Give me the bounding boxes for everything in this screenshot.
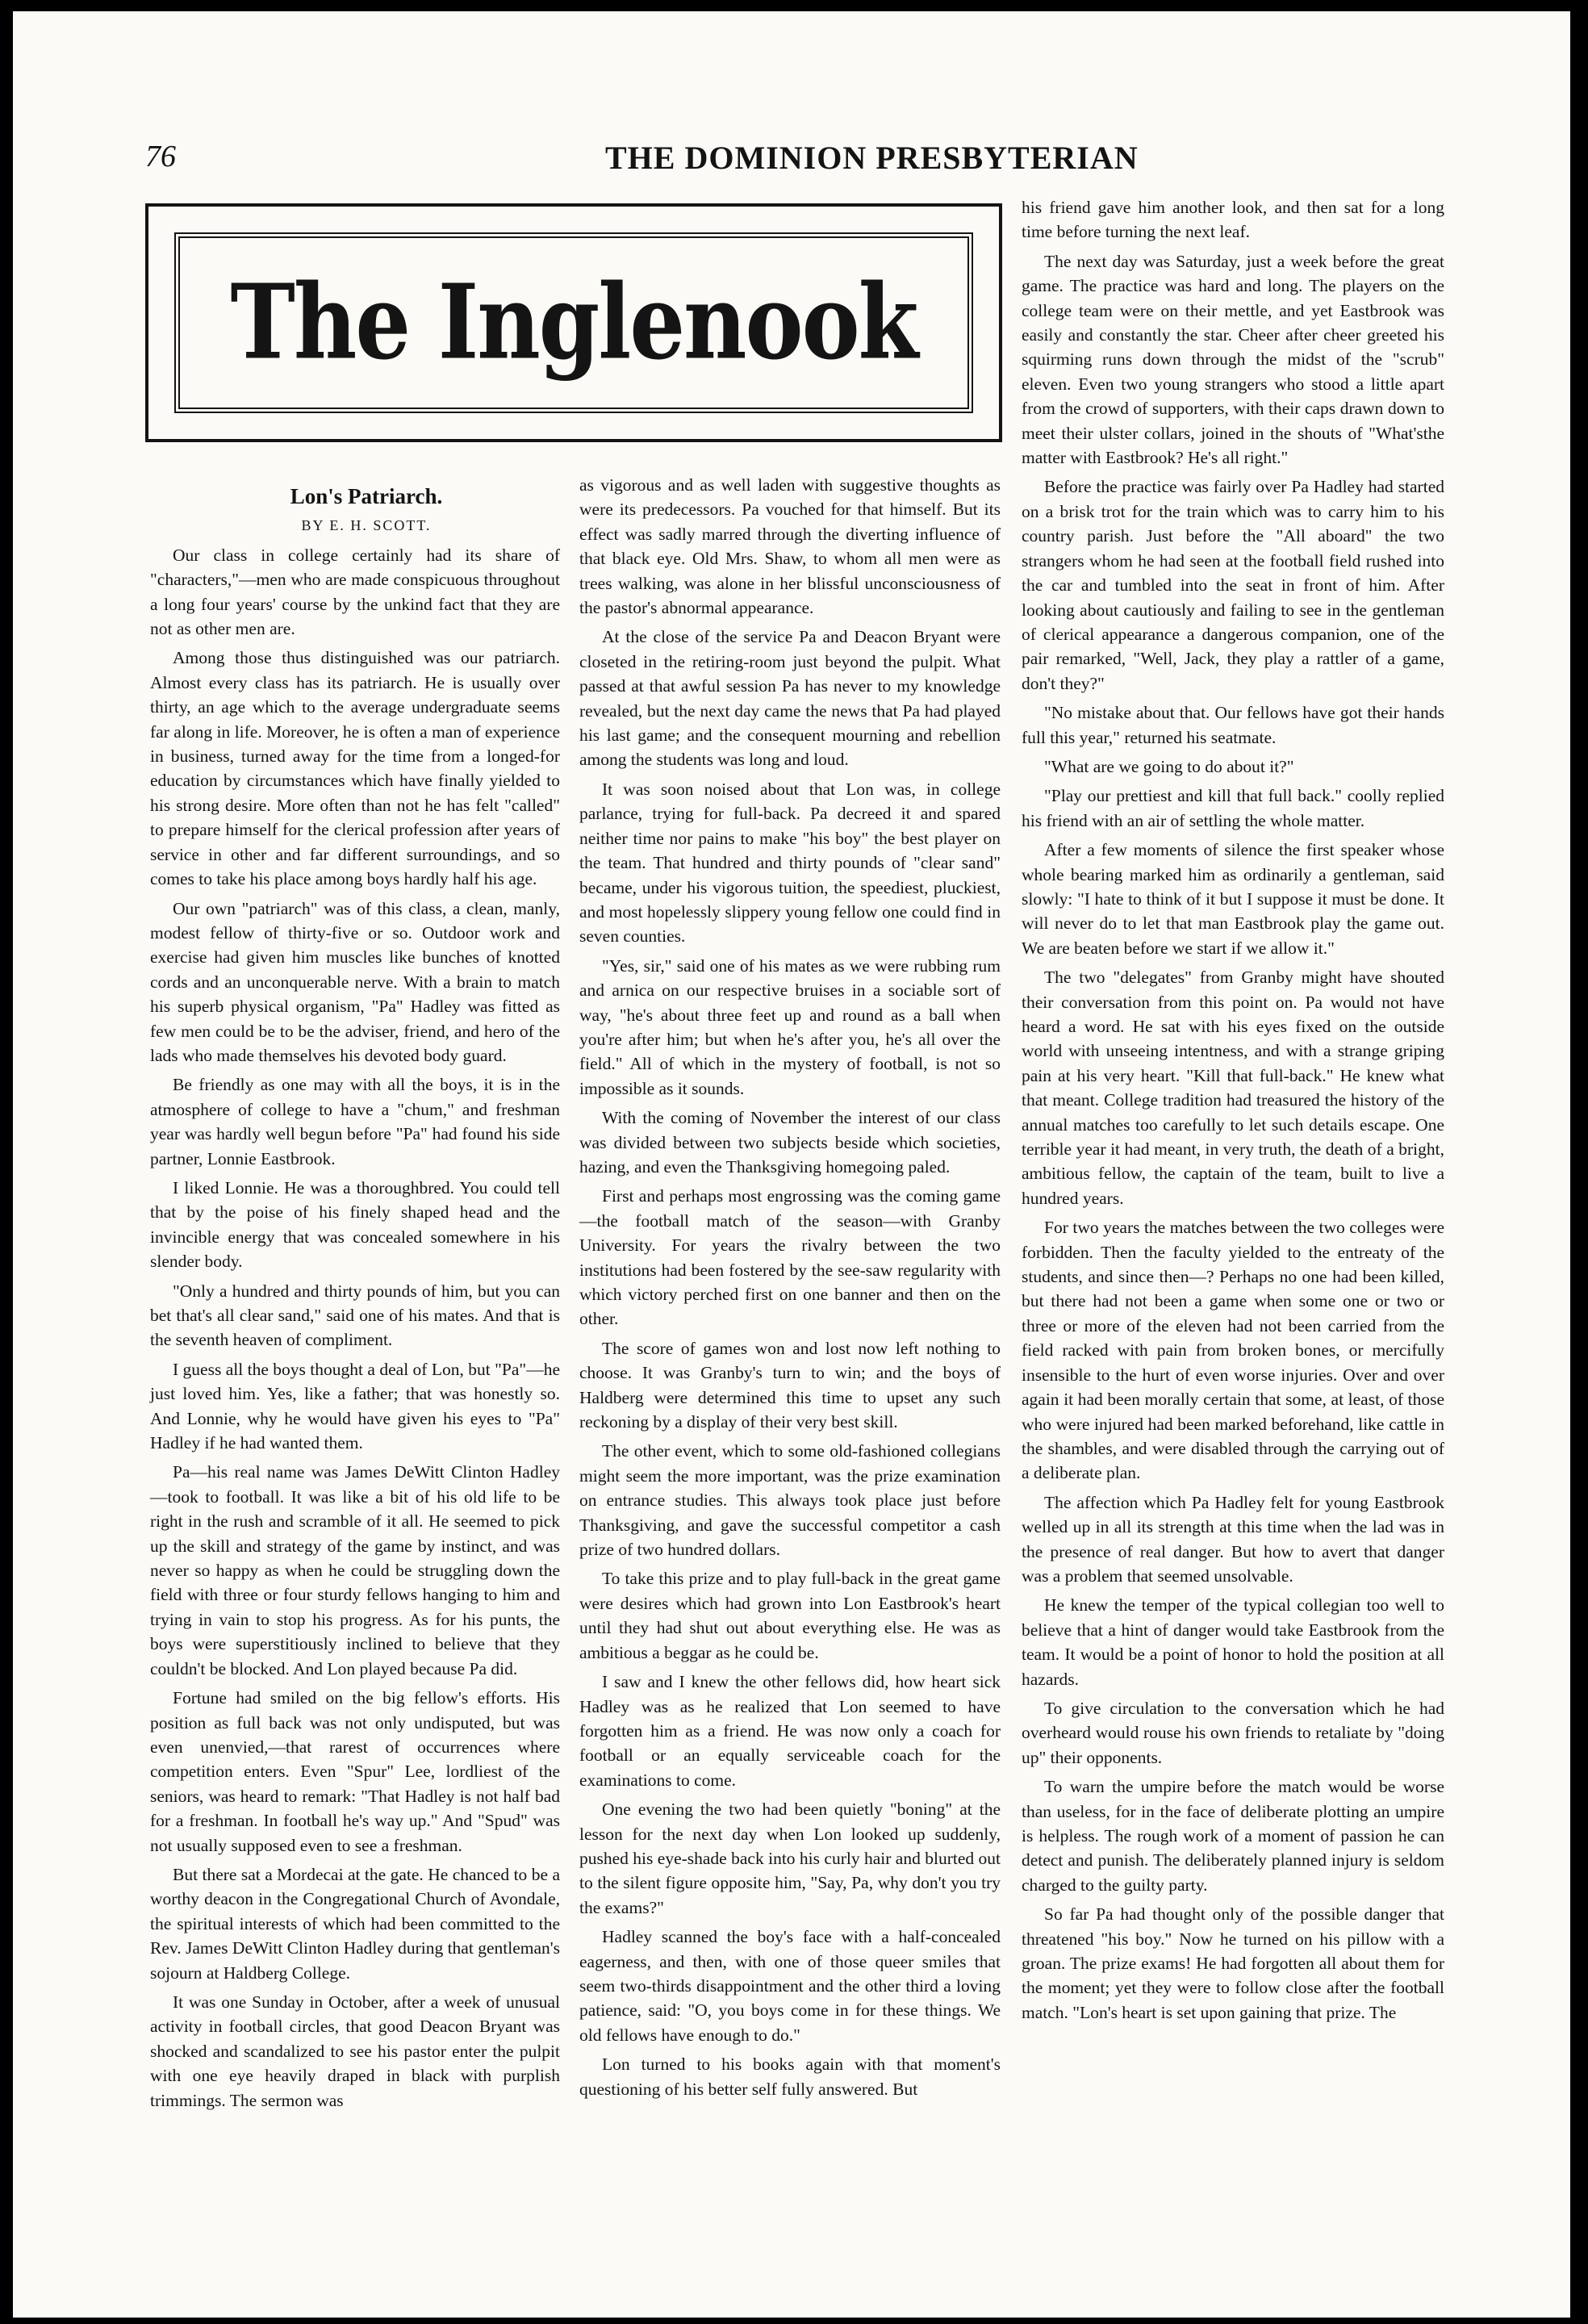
section-masthead: [145, 203, 1002, 442]
paragraph: It was one Sunday in October, after a week of unusual activity in football circles, that good Deacon Bryant was shocked and scandalized to see his pastor enter the pulpit with one eye heavily draped in black with purplish trimmings. The sermon was: [150, 1992, 560, 2110]
paragraph: The score of games won and lost now left nothing to choose. It was Granby's turn to win; and the boys of Haldberg were determined this time to upset any such reckoning by a display of their very best skill.: [579, 1338, 1001, 1432]
paragraph: To take this prize and to play full-back in the great game were desires which had grown into Lon Eastbrook's heart until they had shut out about everything else. He was as ambitious a beggar as he could be.: [579, 1569, 1001, 1662]
paragraph: "No mistake about that. Our fellows have got their hands full this year," returned his seatmate.: [1022, 703, 1444, 747]
paragraph: Lon turned to his books again with that moment's questioning of his better self fully answered. But: [579, 2054, 1001, 2099]
paragraph: First and perhaps most engrossing was the coming game—the football match of the season—with Granby University. For years the rivalry between the two institutions had been fostered by the see-saw regularity with which victory perched first on one banner and then on the other.: [579, 1186, 1001, 1329]
paragraph: To give circulation to the conversation which he had overheard would rouse his own friends to retaliate by "doing up" their opponents.: [1022, 1698, 1444, 1767]
paragraph: The other event, which to some old-fashioned collegians might seem the more important, was the prize examination on entrance studies. This always took place just before Thanksgiving, and gave the successful competitor a cash prize of two hundred dollars.: [579, 1441, 1001, 1560]
paragraph: The two "delegates" from Granby might have shouted their conversation from this point on. Pa would not have heard a word. He sat with his eyes fixed on the outside world with unseeing intentness, and with a strange griping pain at his very heart. "Kill that full-back." He knew what that meant. College tradition had treasured the history of the annual matches too carefully to let such details escape. One terrible year it had meant, in very truth, the death of a bright, ambitious fellow, the captain of the team, built to live a hundred years.: [1022, 968, 1444, 1208]
paragraph: It was soon noised about that Lon was, in college parlance, trying for full-back. Pa decreed it and spared neither time nor pains to make "his boy" the best player on the team. That hundred and thirty pounds of "clear sand" became, under his vigorous tuition, the speediest, pluckiest, and most hopelessly slippery young fellow one could find in seven counties.: [579, 779, 1001, 947]
running-head: THE DOMINION PRESBYTERIAN: [605, 140, 1139, 176]
paragraph: his friend gave him another look, and then sat for a long time before turning the next leaf.: [1022, 198, 1444, 242]
paragraph: One evening the two had been quietly "boning" at the lesson for the next day when Lon looked up suddenly, pushed his eye-shade back into his curly hair and blurted out to the silent figure opposite him, "Say, Pa, why don't you try the exams?": [579, 1799, 1001, 1917]
article-title: Lon's Patriarch.: [290, 484, 443, 508]
paragraph: as vigorous and as well laden with suggestive thoughts as were its predecessors. Pa vouched for that himself. But its effect was sadly marred through the diverting influence of that black eye. Old Mrs. Shaw, to whom all men were as trees walking, was alone in her blissful unconsciousness of the pastor's abnormal appearance.: [579, 475, 1001, 618]
paragraph: "Only a hundred and thirty pounds of him, but you can bet that's all clear sand," said one of his mates. And that is the seventh heaven of compliment.: [150, 1281, 560, 1350]
paragraph: Our class in college certainly had its share of "characters,"—men who are made conspicuous throughout a long four years' course by the unkind fact that they are not as other men are.: [150, 545, 560, 639]
article-column-2: [579, 473, 1001, 2106]
masthead-frame: [174, 232, 973, 413]
paragraph: With the coming of November the interest of our class was divided between two subjects beside which societies, hazing, and even the Thanksgiving homegoing paled.: [579, 1108, 1001, 1177]
paragraph: The next day was Saturday, just a week before the great game. The practice was hard and long. The players on the college team were on their mettle, and yet Eastbrook was easily and constantly the star. Cheer after cheer greeted his squirming runs down through the midst of the "scrub" eleven. Even two young strangers who stood a little apart from the crowd of supporters, with their caps drawn down to meet their ulster collars, joined in the shouts of "What'sthe matter with Eastbrook? He's all right.": [1022, 251, 1444, 468]
paragraph: I saw and I knew the other fellows did, how heart sick Hadley was as he realized that Lon seemed to have forgotten him as a friend. He was now only a coach for football or an equally serviceable coach for the examinations to come.: [579, 1672, 1001, 1790]
page-number: 76: [145, 140, 176, 173]
paragraph: After a few moments of silence the first speaker whose whole bearing marked him as ordinarily a gentleman, said slowly: "I hate to think of it but I suppose it must be done. It will never do to let that man Eastbrook play the game out. We are beaten before we start if we allow it.": [1022, 840, 1444, 958]
paragraph: He knew the temper of the typical collegian too well to believe that a hint of danger would take Eastbrook from the team. It would be a point of honor to hold the position at all hazards.: [1022, 1595, 1444, 1689]
paragraph: I guess all the boys thought a deal of Lon, but "Pa"—he just loved him. Yes, like a father; that was honestly so. And Lonnie, why he would have given his eyes to "Pa" Hadley if he had wanted them.: [150, 1359, 560, 1453]
paragraph: "Yes, sir," said one of his mates as we were rubbing rum and arnica on our respective bruises in a sociable sort of way, "he's about three feet up and round as a ball when you're after him; but when he's after you, he's all over the field." All of which in the mystery of football, is not so impossible as it sounds.: [579, 955, 1001, 1098]
paragraph: Hadley scanned the boy's face with a half-concealed eagerness, and then, with one of those queer smiles that seem two-thirds disappointment and the other third a loving patience, said: "O, you boys come in for these things. We old fellows have enough to do.": [579, 1927, 1001, 2045]
article-column-3: [1022, 195, 1444, 2029]
paragraph: I liked Lonnie. He was a thoroughbred. You could tell that by the poise of his finely shaped head and the invincible energy that was concealed somewhere in his slender body.: [150, 1177, 560, 1272]
paragraph: Our own "patriarch" was of this class, a clean, manly, modest fellow of thirty-five or so. Outdoor work and exercise had given him muscles like bunches of knotted cords and an unconquerable nerve. With a brain to match his superb physical organism, "Pa" Hadley was fitted as few men could be to be the adviser, friend, and hero of the lads who made themselves his devoted body guard.: [150, 898, 560, 1065]
paragraph: So far Pa had thought only of the possible danger that threatened "his boy." Now he turned on his pillow with a groan. The prize exams! He had forgotten all about them for the moment; yet they were to follow close after the football match. "Lon's heart is set upon gaining that prize. The: [1022, 1904, 1444, 2022]
paragraph: Among those thus distinguished was our patriarch. Almost every class has its patriarch. He is usually over thirty, an age which to the average undergraduate seems far along in life. Moreover, he is often a man of experience in business, turned away for the time from a longed-for education by circumstances which have finally yielded to his strong desire. More often than not he has felt "called" to prepare himself for the clerical profession after years of service in other and far different surroundings, and so comes to take his place among boys hardly half his age.: [150, 648, 560, 889]
article-byline: BY E. H. SCOTT.: [301, 517, 432, 534]
masthead-title: The Inglenook: [230, 262, 917, 383]
paragraph: "What are we going to do about it?": [1044, 756, 1294, 776]
paragraph: Fortune had smiled on the big fellow's efforts. His position as full back was not only undisputed, but was even unenvied,—that rarest of occurrences where competition enters. Even "Spur" Lee, lordliest of the seniors, was heard to remark: "That Hadley is not half bad for a freshman. In football he's way up." And "Spud" was not usually supposed even to see a freshman.: [150, 1688, 560, 1855]
paragraph: Be friendly as one may with all the boys, it is in the atmosphere of college to have a "chum," and freshman year was hardly well begun before "Pa" had found his side partner, Lonnie Eastbrook.: [150, 1075, 560, 1168]
paragraph: To warn the umpire before the match would be worse than useless, for in the face of deliberate plotting an umpire is helpless. The rough work of a moment of passion he can detect and punish. The deliberately planned injury is seldom charged to the guilty party.: [1022, 1777, 1444, 1895]
article-column-1: [150, 484, 560, 2117]
paragraph: "Play our prettiest and kill that full back." coolly replied his friend with an air of settling the whole matter.: [1022, 786, 1444, 830]
paragraph: Pa—his real name was James DeWitt Clinton Hadley—took to football. It was like a bit of his old life to be right in the rush and scramble of it all. He seemed to pick up the skill and strategy of the game by instinct, and was never so happy as when he could be struggling down the field with three or four sturdy fellows hanging to him and trying in vain to stop his progress. As for his punts, the boys were superstitiously inclined to believe that they couldn't be blocked. And Lon played because Pa did.: [150, 1462, 560, 1678]
paragraph: The affection which Pa Hadley felt for young Eastbrook welled up in all its strength at this time when the lad was in the presence of real danger. But how to avert that danger was a problem that seemed unsolvable.: [1022, 1492, 1444, 1586]
newspaper-page: [13, 11, 1570, 2318]
page-header: [13, 134, 1570, 182]
paragraph: Before the practice was fairly over Pa Hadley had started on a brisk trot for the train which was to carry him to his country parish. Just before the "All aboard" the two strangers whom he had seen at the football field rushed into the car and tumbled into the seat in front of him. After looking about cautiously and failing to see in the gentleman of clerical appearance a dangerous companion, one of the pair remarked, "Well, Jack, they play a rattler of a game, don't they?": [1022, 477, 1444, 693]
paragraph: But there sat a Mordecai at the gate. He chanced to be a worthy deacon in the Congregational Church of Avondale, the spiritual interests of which had been committed to the Rev. James DeWitt Clinton Hadley during that gentleman's sojourn at Haldberg College.: [150, 1864, 560, 1983]
paragraph: For two years the matches between the two colleges were forbidden. Then the faculty yielded to the entreaty of the students, and since then—? Perhaps no one had been killed, but there had not been a game when some one or two or three or more of the eleven had not been carried from the field racked with pain from broken bones, or mercifully insensible to the hurt of even worse injuries. Over and over again it had been morally certain that some, at least, of those who were injured had been marked beforehand, like cattle in the shambles, and were disabled through the carrying out of a deliberate plan.: [1022, 1218, 1444, 1483]
paragraph: At the close of the service Pa and Deacon Bryant were closeted in the retiring-room just beyond the pulpit. What passed at that awful session Pa has never to my knowledge revealed, but the next day came the news that Pa had played his last game; and the consequent mourning and rebellion among the students was long and loud.: [579, 627, 1001, 770]
